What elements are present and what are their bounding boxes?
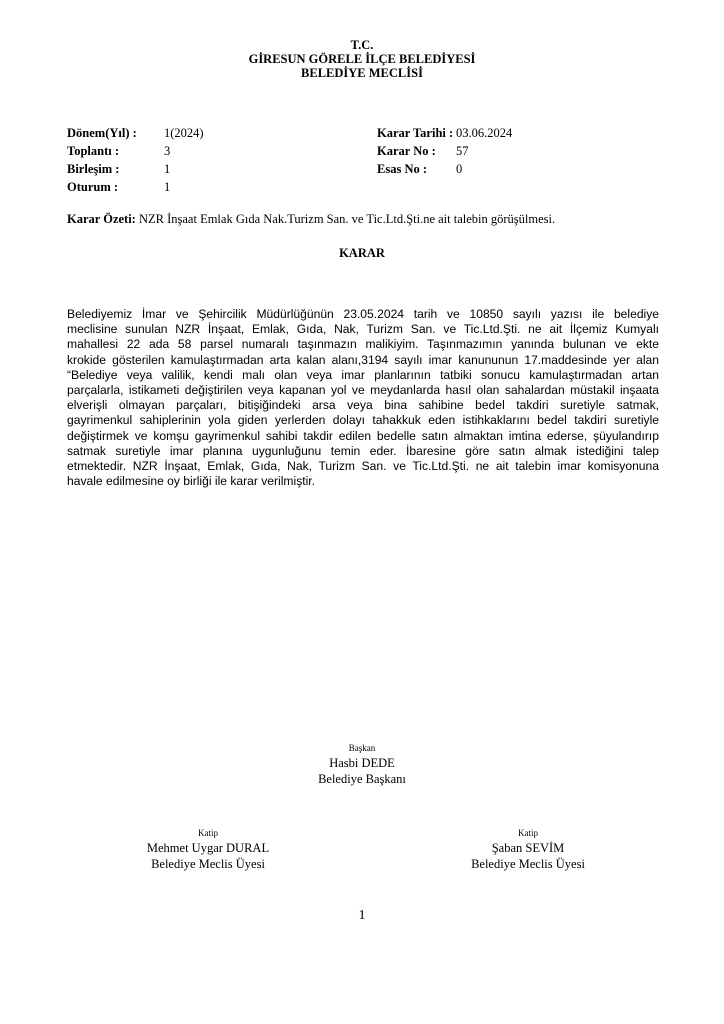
body-line: değiştirmek ve komşu gayrimenkul sahibi takdir edilen bedelle satın almaktan imtina ederse, şüyulandırıp (67, 428, 659, 443)
body-line: havale edilmesine oy birliği ile karar verilmiştir. (67, 474, 316, 489)
signature-role: Katip (518, 828, 538, 838)
meta-row-karar-tarihi (377, 124, 597, 142)
decision-body (67, 307, 659, 489)
header-council: BELEDİYE MECLİSİ (301, 66, 423, 80)
meta-label: Toplantı : (67, 144, 119, 158)
summary-label: Karar Özeti: (67, 212, 136, 226)
page-number: 1 (358, 908, 366, 923)
meta-right-block (377, 124, 597, 178)
signature-president (262, 741, 462, 787)
meta-value: 03.06.2024 (456, 126, 513, 140)
meta-row-oturum (67, 178, 327, 196)
decision-summary (67, 212, 687, 227)
body-line: krokide gösterilen kamulaştırmadan arta kalan alanı,3194 sayılı imar kanununun 17.maddesinde yer alan (67, 352, 659, 367)
body-line: “Belediye veya valilik, kendi malı olan veya imar planlarının tatbiki sonucu kamulaştırmadan artan (67, 367, 659, 382)
meta-row-toplanti (67, 142, 327, 160)
body-line: parçalarla, istikameti değiştirilen veya kapanan yol ve meydanlarda hasıl olan sahalardan müstakil inşaata (67, 382, 659, 397)
signature-title: Belediye Meclis Üyesi (151, 857, 265, 871)
body-line: elverişli olmayan parçaları, bitişiğindeki arsa veya bina sahibine bedel takdiri suretiyle satmak, (67, 398, 659, 413)
meta-value: 1 (164, 162, 171, 176)
body-line: mahallesi 22 ada 58 parsel numaralı taşınmazın malikiyim. Taşınmazımın yanında bulunan ve ekte (67, 337, 659, 352)
meta-value: 1 (164, 180, 171, 194)
summary-text: NZR İnşaat Emlak Gıda Nak.Turizm San. ve Tic.Ltd.Şti.ne ait talebin görüşülmesi. (135, 212, 556, 226)
document-header (0, 38, 724, 80)
meta-row-birlesim (67, 160, 327, 178)
meta-label: Birleşim : (67, 162, 120, 176)
meta-value: 0 (456, 162, 463, 176)
meta-label: Dönem(Yıl) : (67, 126, 137, 140)
meta-label: Esas No : (377, 162, 428, 176)
meta-value: 57 (456, 144, 469, 158)
header-municipality: GİRESUN GÖRELE İLÇE BELEDİYESİ (248, 52, 476, 66)
body-line: Belediyemiz İmar ve Şehircilik Müdürlüğünün 23.05.2024 tarih ve 10850 sayılı yazısı ile belediye (67, 307, 659, 321)
decision-title: KARAR (339, 246, 385, 260)
header-tc: T.C. (350, 38, 374, 52)
body-line: meclisine sunulan NZR İnşaat, Emlak, Gıda, Nak, Turizm San. ve Tic.Ltd.Şti. ne ait İlçemiz Kumyalı (67, 322, 659, 337)
body-line: etmektedir. NZR İnşaat, Emlak, Gıda, Nak, Turizm San. ve Tic.Ltd.Şti. ne ait talebin imar komisyonuna (67, 458, 659, 473)
signature-name: Şaban SEVİM (491, 841, 565, 855)
signature-name: Mehmet Uygar DURAL (146, 841, 270, 855)
meta-left-block (67, 124, 327, 196)
meta-row-karar-no (377, 142, 597, 160)
meta-label: Oturum : (67, 180, 119, 194)
meta-row-donem (67, 124, 327, 142)
body-line: satmak suretiyle imar planına uygunluğunu temin eder. İbaresine göre satın almak istediğini talep (67, 443, 659, 458)
meta-row-esas-no (377, 160, 597, 178)
signature-clerk-left (108, 826, 308, 872)
signature-title: Belediye Meclis Üyesi (471, 857, 585, 871)
meta-value: 1(2024) (164, 126, 204, 140)
signature-title: Belediye Başkanı (318, 772, 406, 786)
meta-label: Karar No : (377, 144, 436, 158)
signature-role: Başkan (348, 743, 376, 753)
signature-name: Hasbi DEDE (329, 756, 395, 770)
meta-label: Karar Tarihi : (377, 126, 454, 140)
signature-clerk-right (428, 826, 628, 872)
body-line: gayrimenkul sahiplerinin yola giden yerlerden dolayı tahakkuk eden istihkaklarını bedel takdiri suretiyle (67, 413, 659, 428)
signature-role: Katip (198, 828, 218, 838)
meta-value: 3 (164, 144, 171, 158)
